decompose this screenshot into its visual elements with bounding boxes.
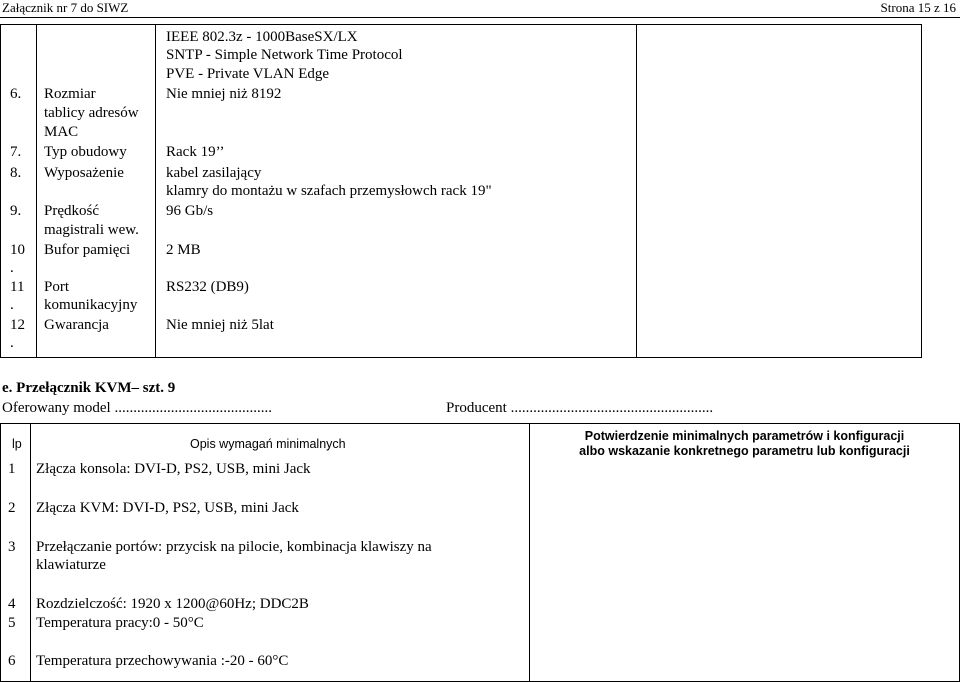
spec-row-name: Rozmiar [44, 86, 96, 102]
table-border [0, 423, 960, 424]
spec-row-number: 10 [10, 242, 25, 258]
req-row-number: 4 [8, 596, 16, 612]
spec-row-number: 7. [10, 144, 22, 160]
header-page-number: Strona 15 z 16 [880, 0, 956, 15]
spec-row-name: Bufor pamięci [44, 242, 131, 258]
spec-row-value: 96 Gb/s [166, 203, 214, 219]
req-row-text: Rozdzielczość: 1920 x 1200@60Hz; DDC2B [36, 596, 309, 612]
spec-row-number: 8. [10, 165, 22, 181]
producer-field: Producent ...................................................... [446, 400, 714, 416]
spec-row-name: magistrali wew. [44, 222, 139, 238]
req-row-text: Przełączanie portów: przycisk na pilocie, kombinacja klawiszy na [36, 539, 432, 555]
spec-row-number: 11 [10, 279, 25, 295]
spec-row-name: Wyposażenie [44, 165, 124, 181]
req-row-number: 5 [8, 615, 16, 631]
spec-row-number: 6. [10, 86, 22, 102]
column-header-lp: lp [12, 437, 22, 451]
table-border [0, 423, 1, 682]
spec-row-value: klamry do montażu w szafach przemysłowch rack 19" [166, 183, 492, 199]
spec-row-number: . [10, 260, 14, 276]
req-row-text: Złącza konsola: DVI-D, PS2, USB, mini Jack [36, 461, 311, 477]
spec-row-number: . [10, 335, 14, 351]
column-header-confirmation: albo wskazanie konkretnego parametru lub konfiguracji [579, 444, 910, 458]
offered-model-field: Oferowany model .......................................... [2, 400, 272, 416]
spec-value-line: IEEE 802.3z - 1000BaseSX/LX [166, 29, 358, 45]
spec-row-name: komunikacyjny [44, 297, 138, 313]
table-column-divider [155, 24, 156, 358]
req-row-text: Temperatura przechowywania :-20 - 60°C [36, 653, 289, 669]
req-row-number: 6 [8, 653, 16, 669]
spec-row-name: Prędkość [44, 203, 99, 219]
spec-row-number: . [10, 297, 14, 313]
spec-row-number: 9. [10, 203, 22, 219]
spec-value-line: PVE - Private VLAN Edge [166, 66, 330, 82]
header-attachment: Załącznik nr 7 do SIWZ [2, 0, 129, 15]
spec-row-value: RS232 (DB9) [166, 279, 249, 295]
table-border [0, 357, 922, 358]
spec-row-value: Rack 19’’ [166, 144, 225, 160]
req-row-number: 1 [8, 461, 16, 477]
requirements-table [0, 423, 960, 682]
table-column-divider [529, 423, 530, 682]
spec-table [0, 24, 922, 358]
section-title: e. Przełącznik KVM– szt. 9 [2, 380, 176, 396]
req-row-text: Złącza KVM: DVI-D, PS2, USB, mini Jack [36, 500, 299, 516]
req-row-text: Temperatura pracy:0 - 50°C [36, 615, 204, 631]
spec-row-value: Nie mniej niż 8192 [166, 86, 282, 102]
req-row-number: 2 [8, 500, 16, 516]
table-border [0, 24, 922, 25]
table-column-divider [30, 423, 31, 682]
spec-row-name: Typ obudowy [44, 144, 127, 160]
table-border [0, 24, 1, 358]
header-rule [0, 17, 960, 18]
spec-row-name: MAC [44, 124, 79, 140]
spec-value-line: SNTP - Simple Network Time Protocol [166, 47, 403, 63]
column-header-confirmation: Potwierdzenie minimalnych parametrów i konfiguracji [584, 429, 905, 443]
spec-row-name: Gwarancja [44, 317, 109, 333]
req-row-number: 3 [8, 539, 16, 555]
spec-row-name: Port [44, 279, 70, 295]
spec-row-number: 12 [10, 317, 25, 333]
spec-row-value: Nie mniej niż 5lat [166, 317, 274, 333]
spec-row-value: 2 MB [166, 242, 201, 258]
column-header-requirements: Opis wymagań minimalnych [190, 437, 346, 451]
table-border [921, 24, 922, 358]
table-column-divider [636, 24, 637, 358]
spec-row-name: tablicy adresów [44, 105, 139, 121]
spec-row-value: kabel zasilający [166, 165, 262, 181]
req-row-text: klawiaturze [36, 557, 106, 573]
table-column-divider [36, 24, 37, 358]
